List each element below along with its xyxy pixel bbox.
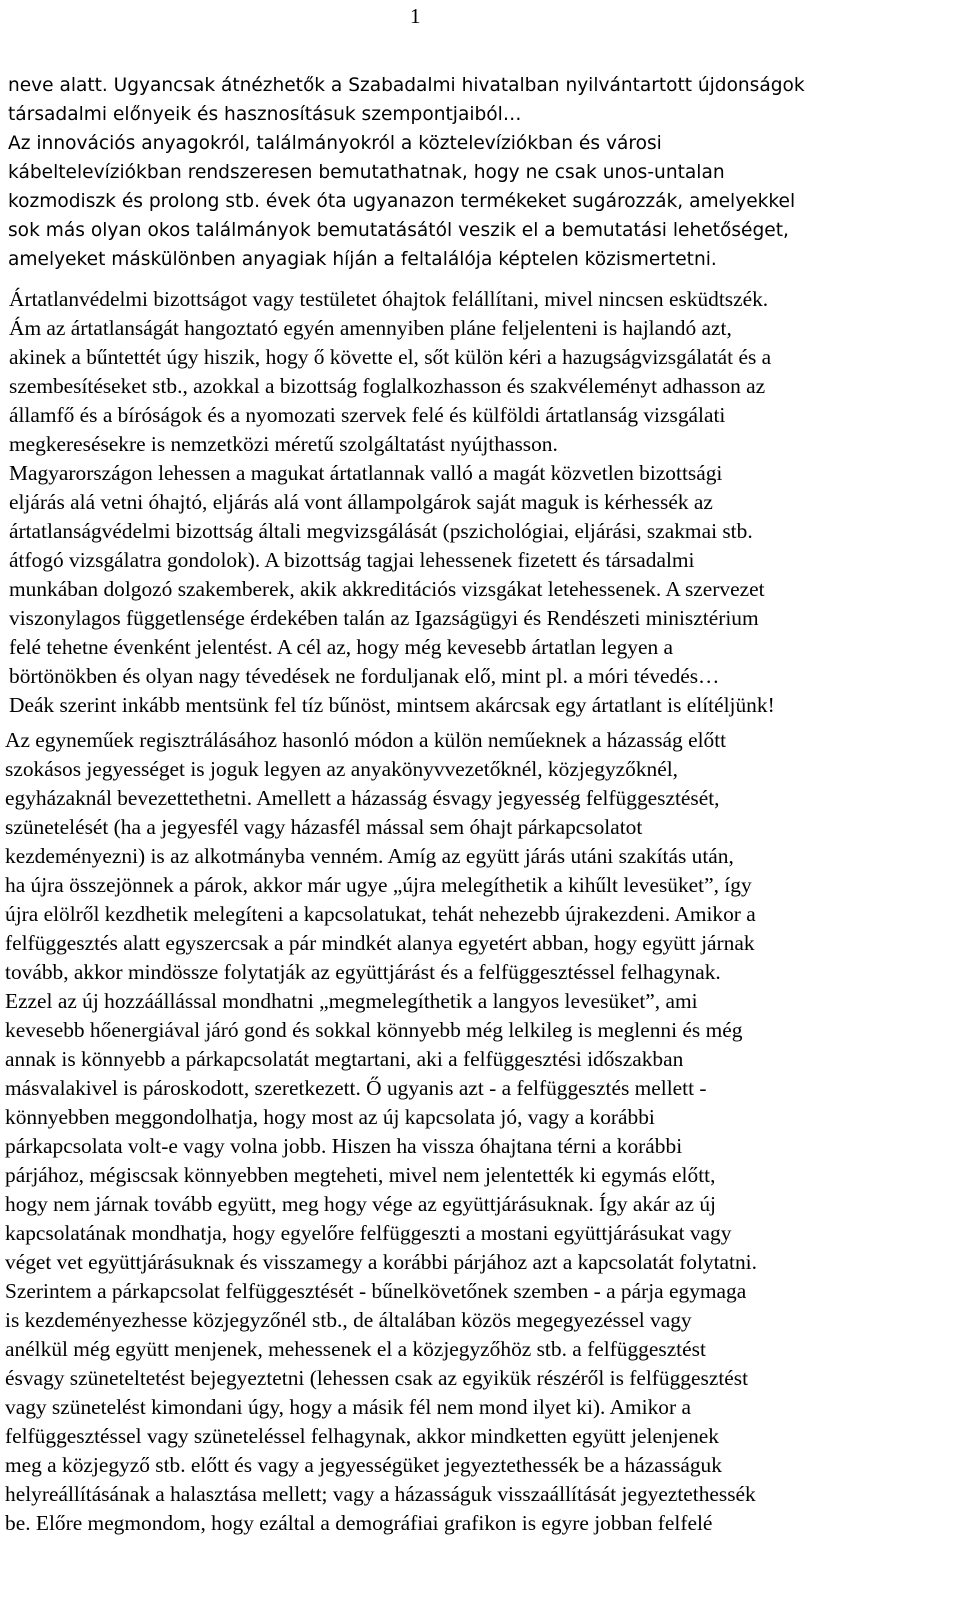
text-line: kapcsolatának mondhatja, hogy egyelőre felfüggeszti a mostani együttjárásukat vagy [5, 1221, 732, 1245]
text-line: Szerintem a párkapcsolat felfüggesztését - bűnelkövetőnek szemben - a párja egymaga [5, 1279, 747, 1303]
text-line: Magyarországon lehessen a magukat ártatlannak valló a magát közvetlen bizottsági [9, 461, 723, 485]
text-line: eljárás alá vetni óhajtó, eljárás alá vont állampolgárok saját maguk is kérhessék az [9, 490, 713, 514]
text-line: akinek a bűntettét úgy hiszik, hogy ő követte el, sőt külön kéri a hazugságvizsgálatát és a [9, 345, 772, 369]
page-number: 1 [410, 4, 421, 28]
text-line: szembesítéseket stb., azokkal a bizottság foglalkozhasson és szakvéleményt adhasson az [9, 374, 766, 398]
text-line: neve alatt. Ugyancsak átnézhetők a Szabadalmi hivatalban nyilvántartott újdonságok [8, 75, 805, 96]
text-line: párkapcsolata volt-e vagy volna jobb. Hiszen ha vissza óhajtana térni a korábbi [5, 1134, 683, 1158]
text-line: Az innovációs anyagokról, találmányokról a köztelevíziókban és városi [8, 133, 662, 154]
text-line: véget vet együttjárásuknak és visszamegy a korábbi párjához azt a kapcsolatát folytatni. [5, 1250, 757, 1274]
text-line: párjához, mégiscsak könnyebben megteheti, mivel nem jelentették ki egymás előtt, [5, 1163, 716, 1187]
text-line: szünetelését (ha a jegyesfél vagy házasfél mással sem óhajt párkapcsolatot [5, 815, 643, 839]
text-line: vagy szünetelést kimondani úgy, hogy a másik fél nem mond ilyet ki). Amikor a [5, 1395, 691, 1419]
text-line: újra elölről kezdhetik melegíteni a kapcsolatukat, tehát nehezebb újrakezdeni. Amikor a [5, 902, 756, 926]
text-line: tovább, akkor mindössze folytatják az együttjárást és a felfüggesztéssel felhagynak. [5, 960, 721, 984]
text-line: börtönökben és olyan nagy tévedések ne forduljanak elő, mint pl. a móri tévedés… [9, 664, 720, 688]
text-line: ha újra összejönnek a párok, akkor már ugye „újra melegíthetik a kihűlt levesüket”, így [5, 873, 752, 897]
text-line: könnyebben meggondolhatja, hogy most az új kapcsolata jó, vagy a korábbi [5, 1105, 655, 1129]
text-line: megkeresésekre is nemzetközi méretű szolgáltatást nyújthasson. [9, 432, 558, 456]
text-line: szokásos jegyességet is joguk legyen az anyakönyvvezetőknél, közjegyzőknél, [5, 757, 679, 781]
text-line: amelyeket máskülönben anyagiak híján a feltalálója képtelen közismertetni. [8, 249, 717, 270]
text-line: egyházaknál bevezettethetni. Amellett a házasság ésvagy jegyesség felfüggesztését, [5, 786, 720, 810]
text-line: Deák szerint inkább mentsünk fel tíz bűnöst, mintsem akárcsak egy ártatlant is elítéljünk! [9, 693, 775, 717]
text-line: anélkül még együtt menjenek, mehessenek el a közjegyzőhöz stb. a felfüggesztést [5, 1337, 706, 1361]
text-line: viszonylagos függetlensége érdekében talán az Igazságügyi és Rendészeti minisztérium [9, 606, 759, 630]
text-line: munkában dolgozó szakemberek, akik akkreditációs vizsgákat letehessenek. A szervezet [9, 577, 765, 601]
text-line: társadalmi előnyeik és hasznosításuk szempontjaiból… [8, 104, 522, 125]
text-line: Ám az ártatlanságát hangoztató egyén amennyiben pláne feljelenteni is hajlandó azt, [9, 316, 732, 340]
text-line: ártatlanságvédelmi bizottság általi megvizsgálását (pszichológiai, eljárási, szakmai stb. [9, 519, 753, 543]
text-line: kevesebb hőenergiával járó gond és sokkal könnyebb még lelkileg is meglenni és még [5, 1018, 743, 1042]
text-line: ésvagy szüneteltetést bejegyeztetni (lehessen csak az egyikük részéről is felfüggesztést [5, 1366, 749, 1390]
text-line: másvalakivel is pároskodott, szeretkezett. Ő ugyanis azt - a felfüggesztés mellett - [5, 1076, 707, 1100]
text-line: kábeltelevíziókban rendszeresen bemutathatnak, hogy ne csak unos-untalan [8, 162, 725, 183]
text-line: Ártatlanvédelmi bizottságot vagy testületet óhajtok felállítani, mivel nincsen esküdtszék. [9, 287, 769, 311]
text-line: kezdeményezni) is az alkotmányba venném. Amíg az együtt járás utáni szakítás után, [5, 844, 734, 868]
text-line: meg a közjegyző stb. előtt és vagy a jegyességüket jegyeztethessék be a házasságuk [5, 1453, 722, 1477]
text-line: helyreállításának a halasztása mellett; vagy a házasságuk visszaállítását jegyeztethessék [5, 1482, 756, 1506]
text-line: annak is könnyebb a párkapcsolatát megtartani, aki a felfüggesztési időszakban [5, 1047, 684, 1071]
text-line: átfogó vizsgálatra gondolok). A bizottság tagjai lehessenek fizetett és társadalmi [9, 548, 695, 572]
text-line: is kezdeményezhesse közjegyzőnél stb., de általában közös megegyezéssel vagy [5, 1308, 692, 1332]
text-line: Ezzel az új hozzáállással mondhatni „megmelegíthetik a langyos levesüket”, ami [5, 989, 698, 1013]
text-line: be. Előre megmondom, hogy ezáltal a demográfiai grafikon is egyre jobban felfelé [5, 1511, 713, 1535]
text-line: Az egyneműek regisztrálásához hasonló módon a külön neműeknek a házasság előtt [5, 728, 727, 752]
text-line: felé tehetne évenként jelentést. A cél az, hogy még kevesebb ártatlan legyen a [9, 635, 674, 659]
text-line: sok más olyan okos találmányok bemutatásától veszik el a bemutatási lehetőséget, [8, 220, 789, 241]
text-line: felfüggesztéssel vagy szüneteléssel felhagynak, akkor mindketten együtt jelenjenek [5, 1424, 719, 1448]
text-line: hogy nem járnak tovább együtt, meg hogy vége az együttjárásuknak. Így akár az új [5, 1192, 716, 1216]
text-line: felfüggesztés alatt egyszercsak a pár mindkét alanya egyetért abban, hogy együtt járnak [5, 931, 755, 955]
text-line: kozmodiszk és prolong stb. évek óta ugyanazon termékeket sugározzák, amelyekkel [8, 191, 796, 212]
text-line: államfő és a bíróságok és a nyomozati szervek felé és külföldi ártatlanság vizsgálati [9, 403, 726, 427]
